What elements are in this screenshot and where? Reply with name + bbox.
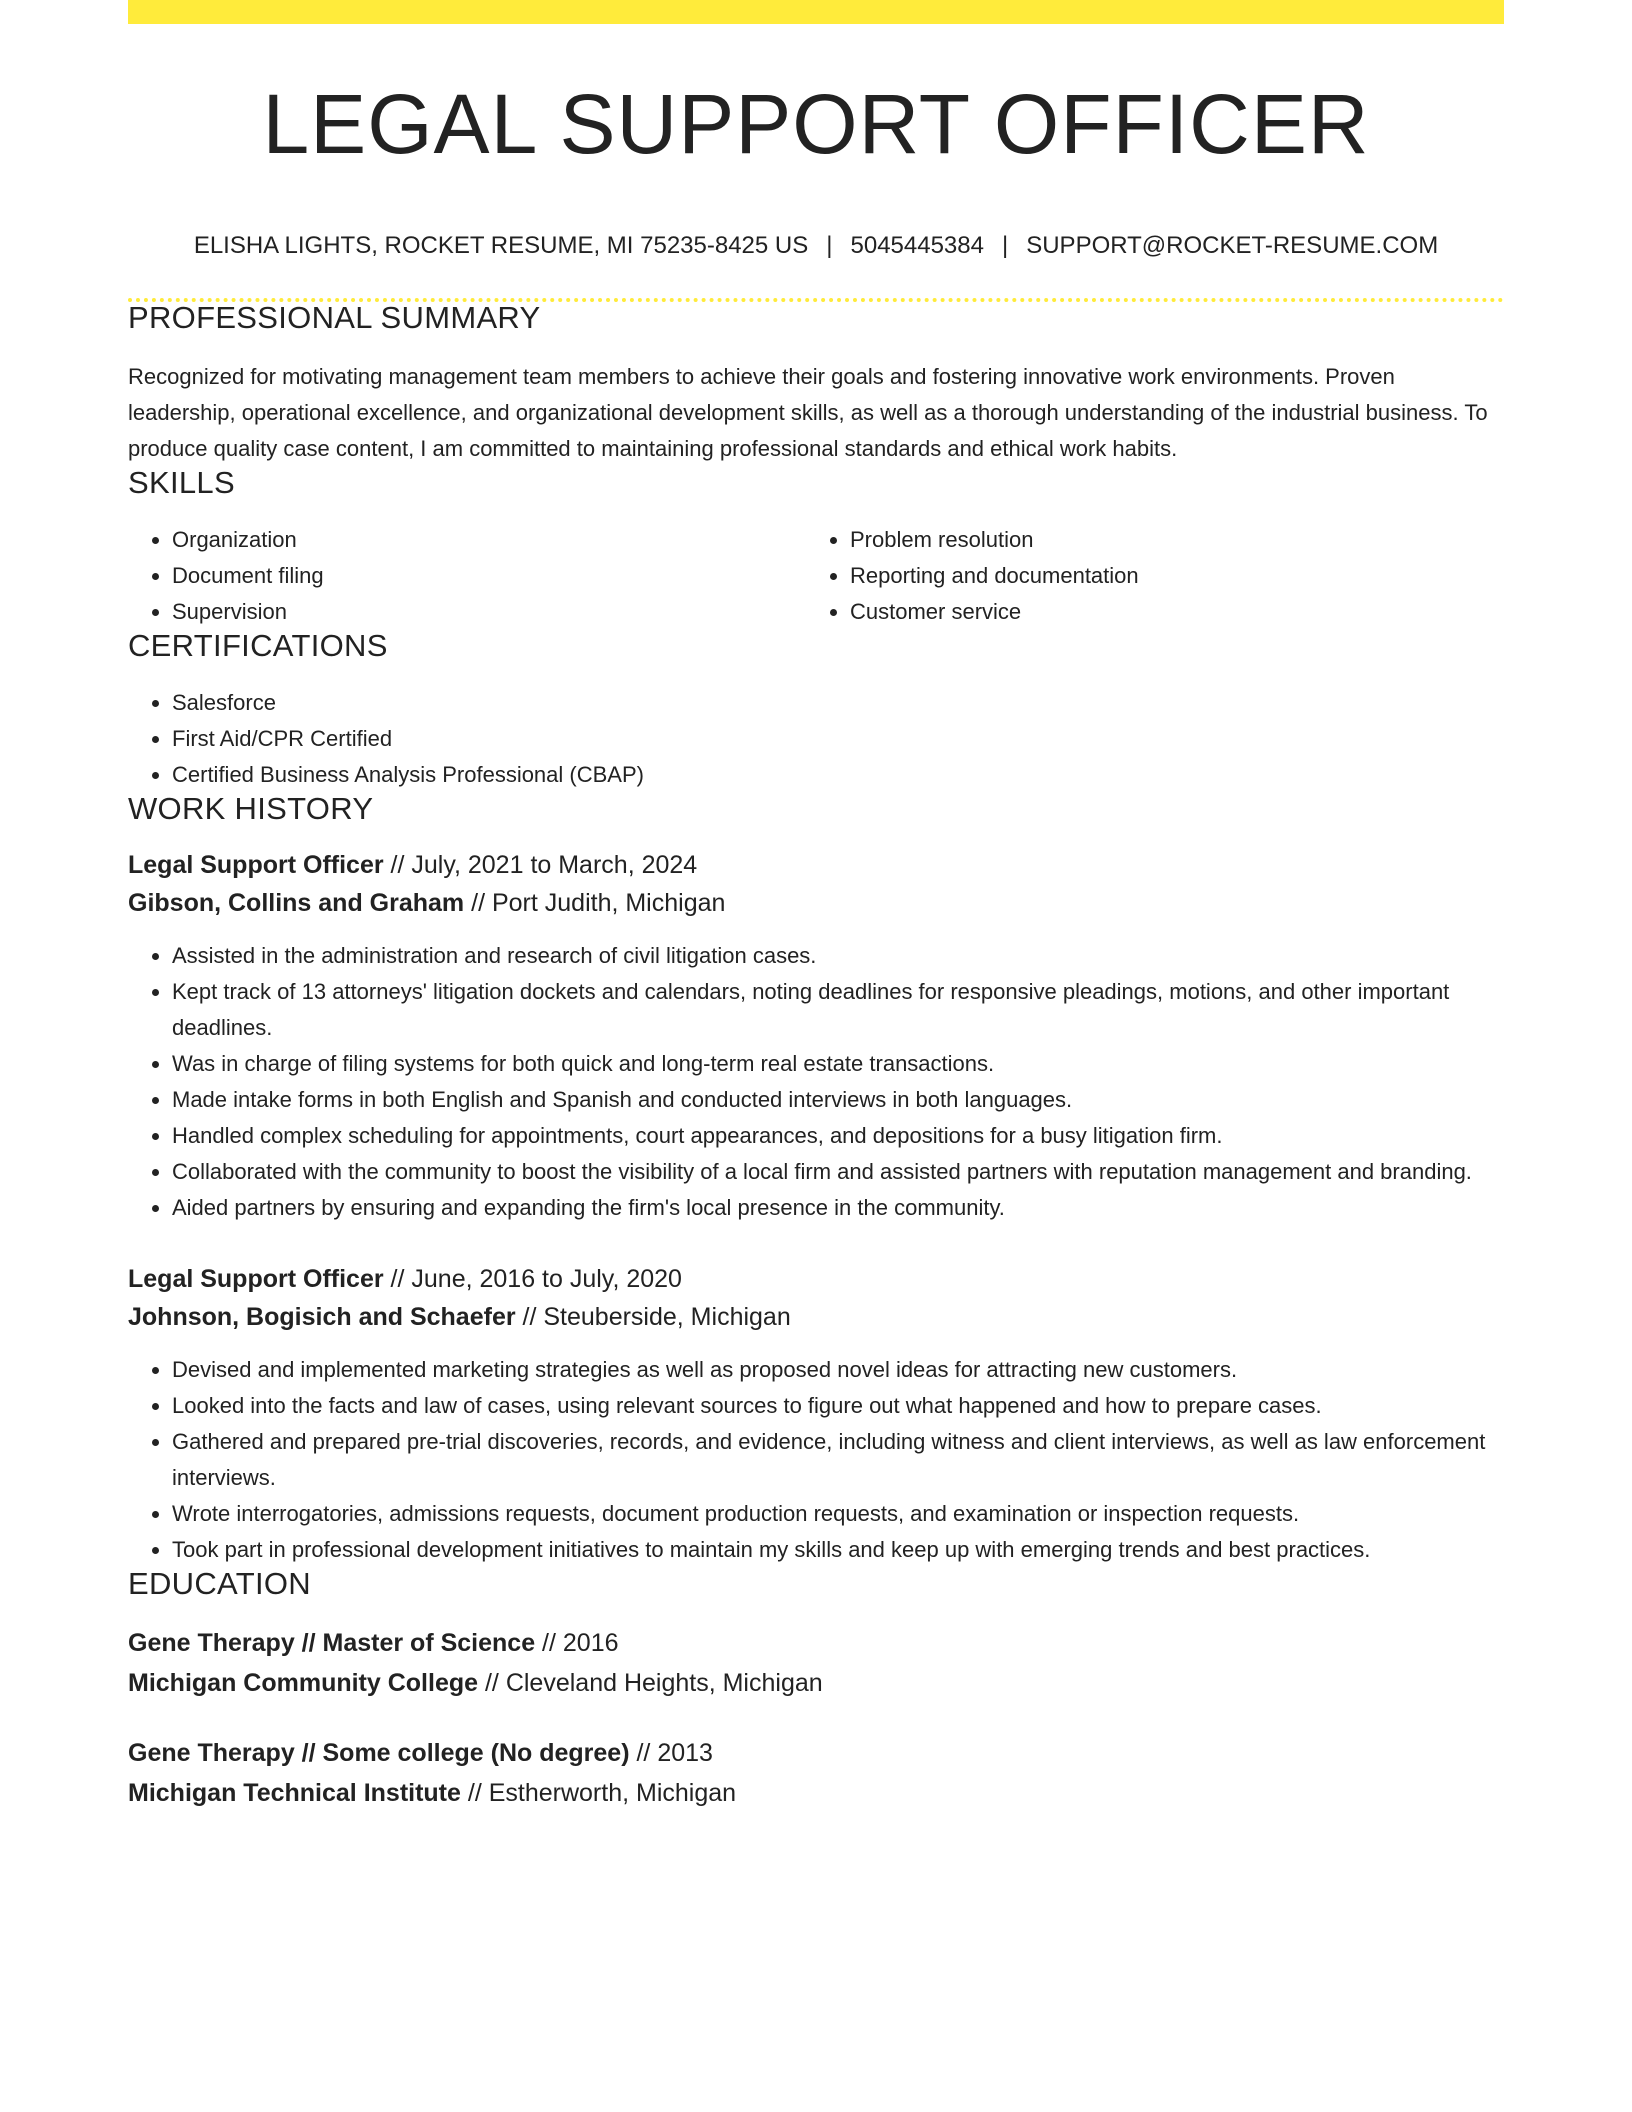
contact-email: SUPPORT@ROCKET-RESUME.COM [1026,232,1439,259]
skill-item: • Customer service [850,594,1484,630]
top-accent-bar [128,0,1504,24]
job-bullet: • Kept track of 13 attorneys' litigation dockets and calendars, noting deadlines for responsive pleadings, motions, and other important deadlines. [172,974,1504,1046]
job-bullet: • Looked into the facts and law of cases, using relevant sources to figure out what happened and how to prepare cases. [172,1388,1504,1424]
education-degree: Gene Therapy // Master of Science [128,1629,536,1657]
skill-item: • Organization [172,522,806,558]
education-heading: EDUCATION [128,1566,311,1601]
education-degree-line [128,1733,1504,1773]
job-bullet: • Devised and implemented marketing strategies as well as proposed novel ideas for attracting new customers. [172,1352,1504,1388]
skills-heading: SKILLS [128,465,235,500]
job-title-line [128,1260,1504,1298]
job-bullet: • Made intake forms in both English and Spanish and conducted interviews in both languages. [172,1082,1504,1118]
skill-item: • Reporting and documentation [850,558,1484,594]
contact-separator: | [826,232,833,259]
resume-page [128,0,1504,1813]
job-company-line [128,1298,1504,1336]
skill-item: • Document filing [172,558,806,594]
skills-columns [128,522,1504,630]
contact-phone: 5045445384 [850,232,984,259]
job-dates: // June, 2016 to July, 2020 [390,1265,682,1293]
job-bullet: • Aided partners by ensuring and expanding the firm's local presence in the community. [172,1190,1504,1226]
education-location: // Cleveland Heights, Michigan [484,1669,823,1697]
contact-separator: | [1001,232,1009,259]
education-degree: Gene Therapy // Some college (No degree) [128,1739,630,1767]
contact-line [128,234,1504,258]
contact-address: ELISHA LIGHTS, ROCKET RESUME, MI 75235-8425 US [193,232,809,259]
job-bullet: • Gathered and prepared pre-trial discoveries, records, and evidence, including witness and client interviews, as well as law enforcement interviews. [172,1424,1504,1496]
job-entry [128,1260,1504,1568]
certification-item: • Salesforce [172,685,1504,721]
education-school: Michigan Community College [128,1669,479,1697]
education-degree-line [128,1623,1504,1663]
education-school-line [128,1663,1504,1703]
education-school: Michigan Technical Institute [128,1779,461,1807]
education-entry [128,1623,1504,1703]
job-bullets [128,938,1504,1226]
education-entry [128,1733,1504,1813]
job-location: // Steuberside, Michigan [522,1303,791,1331]
job-title-line [128,846,1504,884]
resume-title: LEGAL SUPPORT OFFICER [262,77,1370,171]
job-title: Legal Support Officer [128,1265,384,1293]
job-company-line [128,884,1504,922]
job-company: Johnson, Bogisich and Schaefer [128,1303,516,1331]
job-bullet: • Assisted in the administration and research of civil litigation cases. [172,938,1504,974]
job-bullet: • Took part in professional development initiatives to maintain my skills and keep up with emerging trends and best practices. [172,1532,1504,1568]
job-location: // Port Judith, Michigan [471,889,726,917]
job-dates: // July, 2021 to March, 2024 [390,851,698,879]
summary-text: Recognized for motivating management team members to achieve their goals and fostering innovative work environments. Proven leadership, operational excellence, and organizational development skills, as well as a thorough understanding of the industrial business. To produce quality case content, I am committed to maintaining professional standards and ethical work habits. [128,364,1488,461]
skill-item: • Supervision [172,594,806,630]
education-year: // 2016 [542,1629,619,1657]
job-bullet: • Collaborated with the community to boost the visibility of a local firm and assisted partners with reputation management and branding. [172,1154,1504,1190]
job-company: Gibson, Collins and Graham [128,889,465,917]
job-entry [128,846,1504,1226]
skills-right-list [806,522,1484,630]
certifications-list [128,685,1504,793]
certification-item: • First Aid/CPR Certified [172,721,1504,757]
summary-heading: PROFESSIONAL SUMMARY [128,300,541,335]
job-bullet: • Wrote interrogatories, admissions requests, document production requests, and examination or inspection requests. [172,1496,1504,1532]
education-school-line [128,1773,1504,1813]
skill-item: • Problem resolution [850,522,1484,558]
work-history-heading: WORK HISTORY [128,791,374,826]
job-bullet: • Handled complex scheduling for appointments, court appearances, and depositions for a busy litigation firm. [172,1118,1504,1154]
education-location: // Estherworth, Michigan [467,1779,737,1807]
job-bullets [128,1352,1504,1568]
skills-left-list [128,522,806,630]
certifications-heading: CERTIFICATIONS [128,628,388,663]
job-bullet: • Was in charge of filing systems for both quick and long-term real estate transactions. [172,1046,1504,1082]
certification-item: • Certified Business Analysis Professional (CBAP) [172,757,1504,793]
job-title: Legal Support Officer [128,851,384,879]
education-year: // 2013 [636,1739,713,1767]
